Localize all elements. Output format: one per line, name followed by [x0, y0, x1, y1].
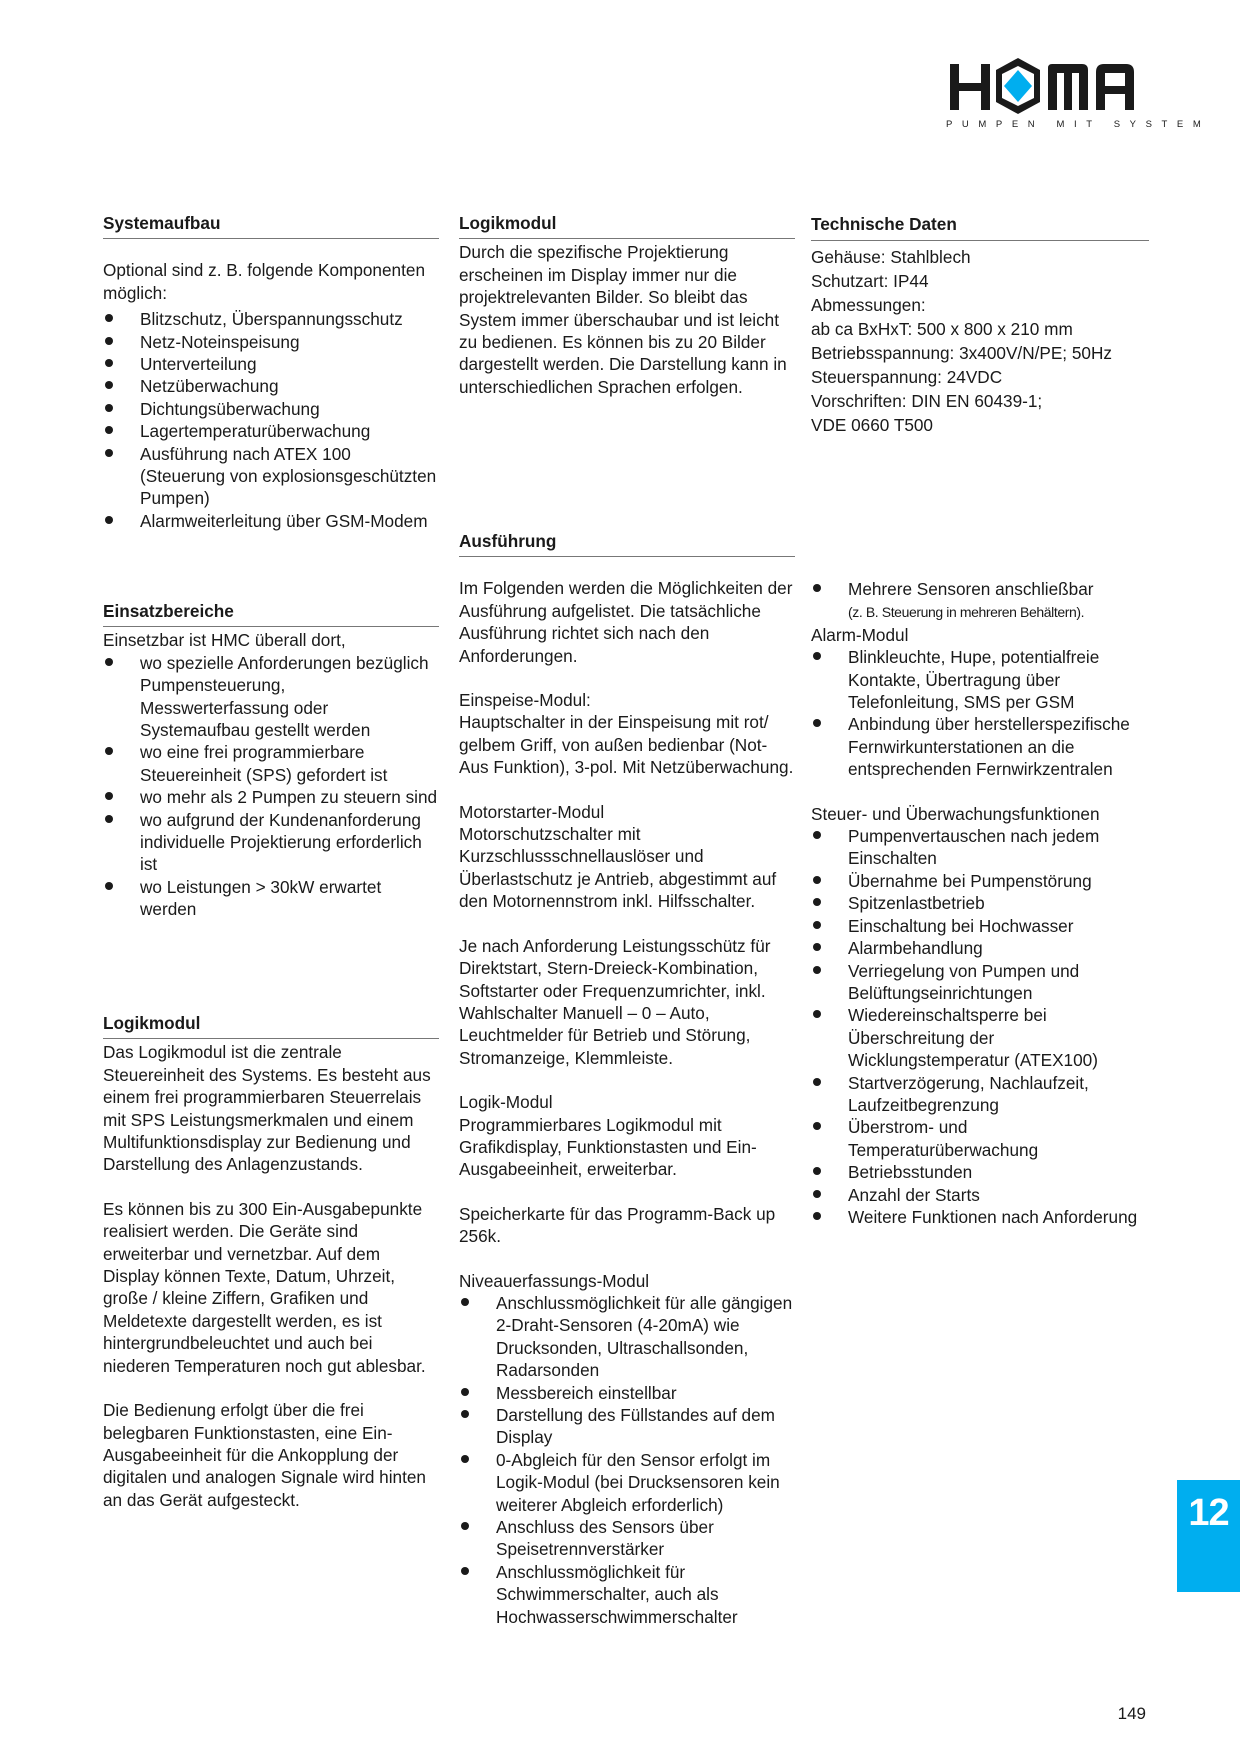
spec-steuerspannung: Steuerspannung: 24VDC	[811, 367, 1003, 387]
list-item: Anbindung über herstellerspezifische Fernwirkunterstationen an die entsprechenden Fernwirkzentralen	[811, 713, 1149, 780]
section-systemaufbau	[103, 212, 439, 532]
list-item: wo aufgrund der Kundenanforderung individuelle Projektierung erforderlich ist	[103, 809, 439, 876]
subheading: Alarm-Modul	[811, 624, 909, 645]
list-item: wo spezielle Anforderungen bezüglich Pumpensteuerung, Messwerterfassung oder Systemaufbau gestellt werden	[103, 652, 439, 742]
list-item: Pumpenvertauschen nach jedem Einschalten	[811, 825, 1149, 870]
list-item: Blitzschutz, Überspannungsschutz	[103, 308, 439, 330]
list-item: wo Leistungen > 30kW erwartet werden	[103, 876, 439, 921]
list-item: Dichtungsüberwachung	[103, 398, 439, 420]
list-item: Betriebsstunden	[811, 1161, 1149, 1183]
list-item: Startverzögerung, Nachlaufzeit, Laufzeitbegrenzung	[811, 1072, 1149, 1117]
list-item: Mehrere Sensoren anschließbar (z. B. Steuerung in mehreren Behältern).	[811, 578, 1149, 624]
subheading: Motorstarter-Modul	[459, 801, 605, 822]
list-item: Weitere Funktionen nach Anforderung	[811, 1206, 1149, 1228]
paragraph: Das Logikmodul ist die zentrale Steuereinheit des Systems. Es besteht aus einem frei programmierbaren Steuerrelais mit SPS Leistungsmerkmalen und einem Multifunktionsdisplay zur Bedienung und Darstellung des Anlagenzustands.	[103, 1042, 431, 1175]
list-item: 0-Abgleich für den Sensor erfolgt im Logik-Modul (bei Drucksensoren kein weiterer Abgleich erforderlich)	[459, 1449, 795, 1516]
list-item: Übernahme bei Pumpenstörung	[811, 870, 1149, 892]
sensoren-list	[811, 578, 1149, 624]
einsatzbereiche-list	[103, 652, 439, 921]
subheading: Einspeise-Modul:	[459, 690, 591, 711]
spec-vorschriften-2: VDE 0660 T500	[811, 415, 933, 435]
section-ausfuehrung	[459, 530, 795, 1628]
paragraph: Programmierbares Logikmodul mit Grafikdisplay, Funktionstasten und Ein-Ausgabeeinheit, erweiterbar.	[459, 1114, 757, 1180]
list-item: Netz-Noteinspeisung	[103, 331, 439, 353]
homa-logo-graphic	[948, 58, 1148, 118]
list-item: Darstellung des Füllstandes auf dem Display	[459, 1404, 795, 1449]
list-item: Alarmbehandlung	[811, 937, 1149, 959]
spec-schutzart: Schutzart: IP44	[811, 271, 929, 291]
section-heading: Logikmodul	[103, 1012, 439, 1039]
paragraph: Durch die spezifische Projektierung erscheinen im Display immer nur die projektrelevanten Bilder. So bleibt das System immer überschaubar und ist leicht zu bedienen. Es können bis zu 20 Bilder dargestellt werden. Die Darstellung kann in unterschiedlichen Sprachen erfolgen.	[459, 242, 787, 397]
list-item: Netzüberwachung	[103, 375, 439, 397]
list-item: Alarmweiterleitung über GSM-Modem	[103, 510, 439, 532]
einsatzbereiche-intro: Einsetzbar ist HMC überall dort,	[103, 630, 346, 651]
section-logikmodul-middle	[459, 212, 795, 398]
spec-abmessungen-label: Abmessungen:	[811, 295, 926, 315]
section-heading: Einsatzbereiche	[103, 600, 439, 627]
paragraph: Im Folgenden werden die Möglichkeiten der Ausführung aufgelistet. Die tatsächliche Ausführung richtet sich nach den Anforderungen.	[459, 578, 793, 666]
list-item: Anzahl der Starts	[811, 1184, 1149, 1206]
steuer-list	[811, 825, 1149, 1228]
list-item: Blinkleuchte, Hupe, potentialfreie Kontakte, Übertragung über Telefonleitung, SMS per GSM	[811, 646, 1149, 713]
subheading: Niveauerfassungs-Modul	[459, 1270, 650, 1291]
subheading: Logik-Modul	[459, 1092, 553, 1113]
section-einsatzbereiche	[103, 600, 439, 921]
list-item: Überstrom- und Temperaturüberwachung	[811, 1116, 1149, 1161]
systemaufbau-list	[103, 308, 439, 532]
list-item: Einschaltung bei Hochwasser	[811, 915, 1149, 937]
paragraph: Speicherkarte für das Programm-Back up 256k.	[459, 1203, 776, 1247]
list-item: wo eine frei programmierbare Steuereinheit (SPS) gefordert ist	[103, 741, 439, 786]
paragraph: Motorschutzschalter mit Kurzschlussschnellauslöser und Überlastschutz je Antrieb, abgestimmt auf den Motornennstrom inkl. Hilfsschalter.	[459, 824, 777, 912]
spec-betriebsspannung: Betriebsspannung: 3x400V/N/PE; 50Hz	[811, 343, 1112, 363]
paragraph: Je nach Anforderung Leistungsschütz für Direktstart, Stern-Dreieck-Kombination, Softstarter oder Frequenzumrichter, inkl. Wahlschalter Manuell – 0 – Auto, Leuchtmelder für Betrieb und Störung, Stromanzeige, Klemmleiste.	[459, 935, 771, 1068]
list-item: Wiedereinschaltsperre bei Überschreitung der Wicklungstemperatur (ATEX100)	[811, 1004, 1149, 1071]
list-item: Spitzenlastbetrieb	[811, 892, 1149, 914]
list-item: Anschlussmöglichkeit für alle gängigen 2-Draht-Sensoren (4-20mA) wie Drucksonden, Ultraschallsonden, Radarsonden	[459, 1292, 795, 1382]
section-technische-daten	[811, 212, 1149, 437]
section-sensoren-alarm	[811, 578, 1149, 1228]
alarm-list	[811, 646, 1149, 780]
brand-tagline: PUMPEN MIT SYSTEM	[946, 119, 1211, 130]
paragraph: Die Bedienung erfolgt über die frei belegbaren Funktionstasten, eine Ein-Ausgabeeinheit für die Ankopplung der digitalen und analogen Signale wird hinten an das Gerät aufgesteckt.	[103, 1400, 426, 1510]
spec-abmessungen-value: ab ca BxHxT: 500 x 800 x 210 mm	[811, 319, 1073, 339]
section-logikmodul-left	[103, 1012, 439, 1511]
page-number: 149	[1117, 1704, 1146, 1723]
list-item: Ausführung nach ATEX 100 (Steuerung von explosionsgeschützten Pumpen)	[103, 443, 439, 510]
chapter-number: 12	[1188, 1492, 1229, 1534]
niveau-list	[459, 1292, 795, 1628]
section-heading: Logikmodul	[459, 212, 795, 239]
list-item: wo mehr als 2 Pumpen zu steuern sind	[103, 786, 439, 808]
list-item: Anschluss des Sensors über Speisetrennverstärker	[459, 1516, 795, 1561]
list-item: Anschlussmöglichkeit für Schwimmerschalter, auch als Hochwasserschwimmerschalter	[459, 1561, 795, 1628]
spec-gehaeuse: Gehäuse: Stahlblech	[811, 247, 971, 267]
list-item: Verriegelung von Pumpen und Belüftungseinrichtungen	[811, 960, 1149, 1005]
systemaufbau-intro: Optional sind z. B. folgende Komponenten möglich:	[103, 260, 426, 303]
subheading: Steuer- und Überwachungsfunktionen	[811, 803, 1100, 824]
section-heading: Technische Daten	[811, 212, 1149, 241]
list-item: Unterverteilung	[103, 353, 439, 375]
paragraph: Hauptschalter in der Einspeisung mit rot/ gelbem Griff, von außen bedienbar (Not-Aus Funktion), 3-pol. Mit Netzüberwachung.	[459, 712, 794, 778]
paragraph: Es können bis zu 300 Ein-Ausgabepunkte realisiert werden. Die Geräte sind erweiterbar und vernetzbar. Auf dem Display können Texte, Datum, Uhrzeit, große / kleine Ziffern, Grafiken und Meldetexte dargestellt werden, es ist hintergrundbeleuchtet und auch bei niederen Temperaturen noch gut ablesbar.	[103, 1198, 426, 1376]
sensoren-note: (z. B. Steuerung in mehreren Behältern).	[848, 604, 1085, 621]
section-heading: Systemaufbau	[103, 212, 439, 239]
chapter-tab	[1177, 1480, 1240, 1592]
list-item: Messbereich einstellbar	[459, 1382, 795, 1404]
section-heading: Ausführung	[459, 530, 795, 557]
spec-vorschriften: Vorschriften: DIN EN 60439-1;	[811, 391, 1043, 411]
list-item: Lagertemperaturüberwachung	[103, 420, 439, 442]
